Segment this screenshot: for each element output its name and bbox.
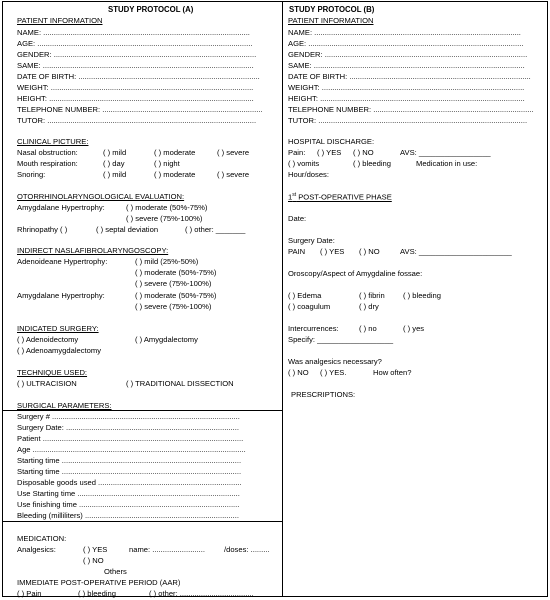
protocol-b-title: STUDY PROTOCOL (B)	[289, 5, 375, 14]
analgesics-name-field: name: .........................	[129, 545, 205, 554]
discharge-vomits-option: ( ) vomits	[288, 159, 320, 168]
indirect-nasofibro-heading: INDIRECT NASLAFIBROLARYNGOSCOPY:	[17, 246, 169, 255]
analgesics-yes-option: ( ) YES	[83, 545, 108, 554]
edema-option: ( ) Edema	[288, 291, 322, 300]
indirect-amygdalane-moderate: ( ) moderate (50%-75%)	[135, 291, 217, 300]
patient-gender-field-a: GENDER: ................................................................................................	[17, 50, 257, 59]
nasal-obstruction-label: Nasal obstruction:	[17, 148, 78, 157]
snoring-moderate-option: ( ) moderate	[154, 170, 196, 179]
rhinopathy-other-option: ( ) other: _______	[185, 225, 246, 234]
param-patient-field: Patient ...............................................................................................	[17, 434, 244, 443]
study-protocol-form	[2, 1, 548, 597]
analgesics-doses-field: /doses: .........	[224, 545, 270, 554]
snoring-severe-option: ( ) severe	[217, 170, 250, 179]
fibrin-option: ( ) fibrin	[359, 291, 385, 300]
mouth-respiration-label: Mouth respiration:	[17, 159, 78, 168]
analgesics-yes-answer: ( ) YES.	[320, 368, 347, 377]
section-divider-line	[3, 410, 282, 411]
patient-weight-field-a: WEIGHT: ................................................................................................	[17, 83, 254, 92]
phase-number: 1	[288, 192, 293, 202]
indirect-amygdalane-label: Amygdalane Hypertrophy:	[17, 291, 105, 300]
bleeding-field: Bleeding (milliliters) .........................................................................	[17, 511, 239, 520]
discharge-pain-label: Pain:	[288, 148, 306, 157]
discharge-pain-no: ( ) NO	[353, 148, 374, 157]
adenoideane-label: Adenoideane Hypertrophy:	[17, 257, 108, 266]
starting-time-field-2: Starting time .....................................................................................	[17, 467, 242, 476]
use-finishing-time-field: Use finishing time ............................................................................	[17, 500, 240, 509]
technique-heading: TECHNIQUE USED:	[17, 368, 88, 377]
patient-info-heading-a: PATIENT INFORMATION	[17, 16, 103, 25]
oto-amygdalane-label: Amygdalane Hypertrophy:	[17, 203, 105, 212]
post-op-phase-heading	[288, 193, 392, 201]
post-op-pain-option: ( ) Pain	[17, 589, 42, 598]
nasal-mild-option: ( ) mild	[103, 148, 127, 157]
medication-heading: MEDICATION:	[17, 534, 67, 543]
patient-height-field-b: HEIGHT: .................................................................................................	[288, 94, 525, 103]
medication-in-use-label: Medication in use:	[416, 159, 478, 168]
adenoamygdalectomy-option: ( ) Adenoamygdalectomy	[17, 346, 101, 355]
phase-pain-yes: ( ) YES	[320, 247, 345, 256]
rhinopathy-label: Rhrinopathy ( )	[17, 225, 68, 234]
fossae-bleeding-option: ( ) bleeding	[403, 291, 441, 300]
surgery-date-field: Surgery Date: ..................................................................................	[17, 423, 239, 432]
discharge-pain-yes: ( ) YES	[317, 148, 342, 157]
intercurrences-yes: ( ) yes	[403, 324, 425, 333]
hour-doses-label: Hour/doses:	[288, 170, 329, 179]
post-op-bleeding-option: ( ) bleeding	[78, 589, 116, 598]
oto-evaluation-heading: OTORRHINOLARYNGOLOGICAL EVALUATION:	[17, 192, 185, 201]
patient-name-field-a: NAME: ..................................................................................................	[17, 28, 250, 37]
analgesics-question: Was analgesics necessary?	[288, 357, 382, 366]
intercurrences-label: Intercurrences:	[288, 324, 339, 333]
oto-amygdalane-severe: ( ) severe (75%-100%)	[126, 214, 203, 223]
discharge-bleeding-option: ( ) bleeding	[353, 159, 391, 168]
mouth-day-option: ( ) day	[103, 159, 125, 168]
analgesics-no-option: ( ) NO	[83, 556, 104, 565]
patient-same-field-b: SAME: ....................................................................................................	[288, 61, 525, 70]
indicated-surgery-heading: INDICATED SURGERY:	[17, 324, 99, 333]
patient-height-field-a: HEIGHT: .................................................................................................	[17, 94, 254, 103]
snoring-mild-option: ( ) mild	[103, 170, 127, 179]
param-age-field: Age .....................................................................................................	[17, 445, 246, 454]
patient-gender-field-b: GENDER: ................................................................................................	[288, 50, 528, 59]
disposable-goods-field: Disposable goods used ....................................................................	[17, 478, 242, 487]
traditional-dissection-option: ( ) TRADITIONAL DISSECTION	[126, 379, 234, 388]
adenoideane-severe: ( ) severe (75%-100%)	[135, 279, 212, 288]
phase-pain-no: ( ) NO	[359, 247, 380, 256]
phase-title: POST-OPERATIVE PHASE	[296, 192, 392, 202]
dry-option: ( ) dry	[359, 302, 379, 311]
section-divider-line-2	[3, 521, 282, 522]
medication-others-label: Others	[104, 567, 127, 576]
patient-tutor-field-a: TUTOR: ...................................................................................................	[17, 116, 257, 125]
intercurrences-no: ( ) no	[359, 324, 377, 333]
nasal-severe-option: ( ) severe	[217, 148, 250, 157]
phase-ordinal: st	[292, 192, 297, 198]
patient-info-heading-b: PATIENT INFORMATION	[288, 16, 374, 25]
phase-pain-label: PAIN	[288, 247, 306, 256]
oto-amygdalane-moderate: ( ) moderate (50%-75%)	[126, 203, 208, 212]
hospital-discharge-heading: HOSPITAL DISCHARGE:	[288, 137, 375, 146]
ultracision-option: ( ) ULTRACISION	[17, 379, 77, 388]
starting-time-field: Starting time .....................................................................................	[17, 456, 242, 465]
protocol-a-title: STUDY PROTOCOL (A)	[108, 5, 194, 14]
nasal-moderate-option: ( ) moderate	[154, 148, 196, 157]
patient-weight-field-b: WEIGHT: ................................................................................................	[288, 83, 525, 92]
coagulum-option: ( ) coagulum	[288, 302, 331, 311]
discharge-avs-field: AVS: _________________	[400, 148, 491, 157]
phase-avs-field: AVS: ______________________	[400, 247, 512, 256]
patient-name-field-b: NAME: ..................................................................................................	[288, 28, 521, 37]
surgical-parameters-heading: SURGICAL PARAMETERS:	[17, 401, 112, 410]
patient-dob-field-a: DATE OF BIRTH: ......................................................................................	[17, 72, 260, 81]
analgesics-label: Analgesics:	[17, 545, 56, 554]
patient-age-field-a: AGE: ......................................................................................................	[17, 39, 253, 48]
clinical-picture-heading: CLINICAL PICTURE:	[17, 137, 89, 146]
snoring-label: Snoring:	[17, 170, 46, 179]
patient-age-field-b: AGE: ......................................................................................................	[288, 39, 524, 48]
specify-field: Specify: __________________	[288, 335, 394, 344]
phase-surgery-date-label: Surgery Date:	[288, 236, 335, 245]
column-divider	[282, 2, 283, 596]
post-op-other-field: ( ) other: ...................................	[149, 589, 254, 598]
use-starting-time-field: Use Starting time .............................................................................	[17, 489, 240, 498]
indirect-amygdalane-severe: ( ) severe (75%-100%)	[135, 302, 212, 311]
prescriptions-label: PRESCRIPTIONS:	[291, 390, 356, 399]
immediate-post-op-label: IMMEDIATE POST-OPERATIVE PERIOD (AAR)	[17, 578, 181, 587]
mouth-night-option: ( ) night	[154, 159, 180, 168]
phase-date-label: Date:	[288, 214, 307, 223]
patient-telephone-field-b: TELEPHONE NUMBER: ............................................................................	[288, 105, 534, 114]
surgery-number-field: Surgery # .........................................................................................	[17, 412, 240, 421]
patient-telephone-field-a: TELEPHONE NUMBER: ............................................................................	[17, 105, 263, 114]
patient-dob-field-b: DATE OF BIRTH: ......................................................................................	[288, 72, 531, 81]
adenoideane-mild: ( ) mild (25%-50%)	[135, 257, 199, 266]
septal-deviation-option: ( ) septal deviation	[96, 225, 159, 234]
analgesics-no-answer: ( ) NO	[288, 368, 309, 377]
patient-tutor-field-b: TUTOR: ...................................................................................................	[288, 116, 528, 125]
oroscopy-label: Oroscopy/Aspect of Amygdaline fossae:	[288, 269, 423, 278]
how-often-label: How often?	[373, 368, 412, 377]
amygdalectomy-option: ( ) Amygdalectomy	[135, 335, 198, 344]
patient-same-field-a: SAME: ....................................................................................................	[17, 61, 254, 70]
adenoideane-moderate: ( ) moderate (50%-75%)	[135, 268, 217, 277]
adenoidectomy-option: ( ) Adenoidectomy	[17, 335, 79, 344]
